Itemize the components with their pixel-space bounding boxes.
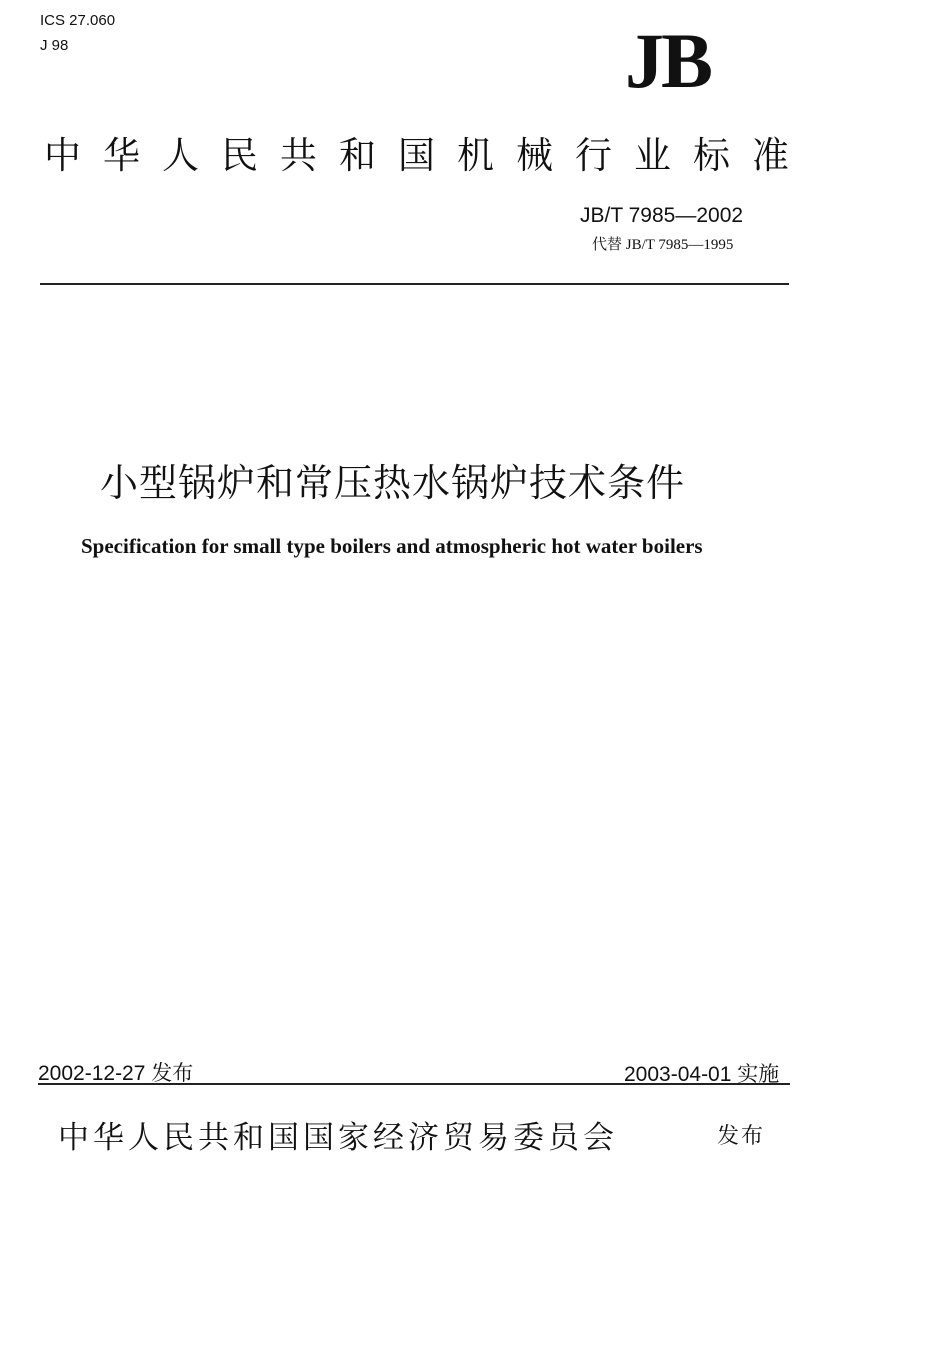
- ccs-code: J 98: [40, 37, 69, 54]
- issue-date: 2002-12-27 发布: [38, 1062, 194, 1085]
- standard-number: JB/T 7985—2002: [580, 204, 744, 227]
- replaces-standard: 代替 JB/T 7985—1995: [592, 237, 734, 253]
- implementation-date: 2003-04-01 实施: [624, 1063, 780, 1086]
- top-divider: [40, 283, 789, 285]
- issuing-authority: 中华人民共和国国家经济贸易委员会: [58, 1120, 618, 1156]
- issuing-label: 发布: [717, 1124, 766, 1149]
- standard-category-title: 中华人民共和国机械行业标准: [44, 134, 811, 177]
- english-title: Specification for small type boilers and atmospheric hot water boilers: [81, 534, 703, 558]
- jb-logo: JB: [625, 17, 711, 104]
- ics-code: ICS 27.060: [40, 12, 116, 29]
- chinese-title: 小型锅炉和常压热水锅炉技术条件: [100, 461, 686, 505]
- bottom-divider: [38, 1083, 790, 1085]
